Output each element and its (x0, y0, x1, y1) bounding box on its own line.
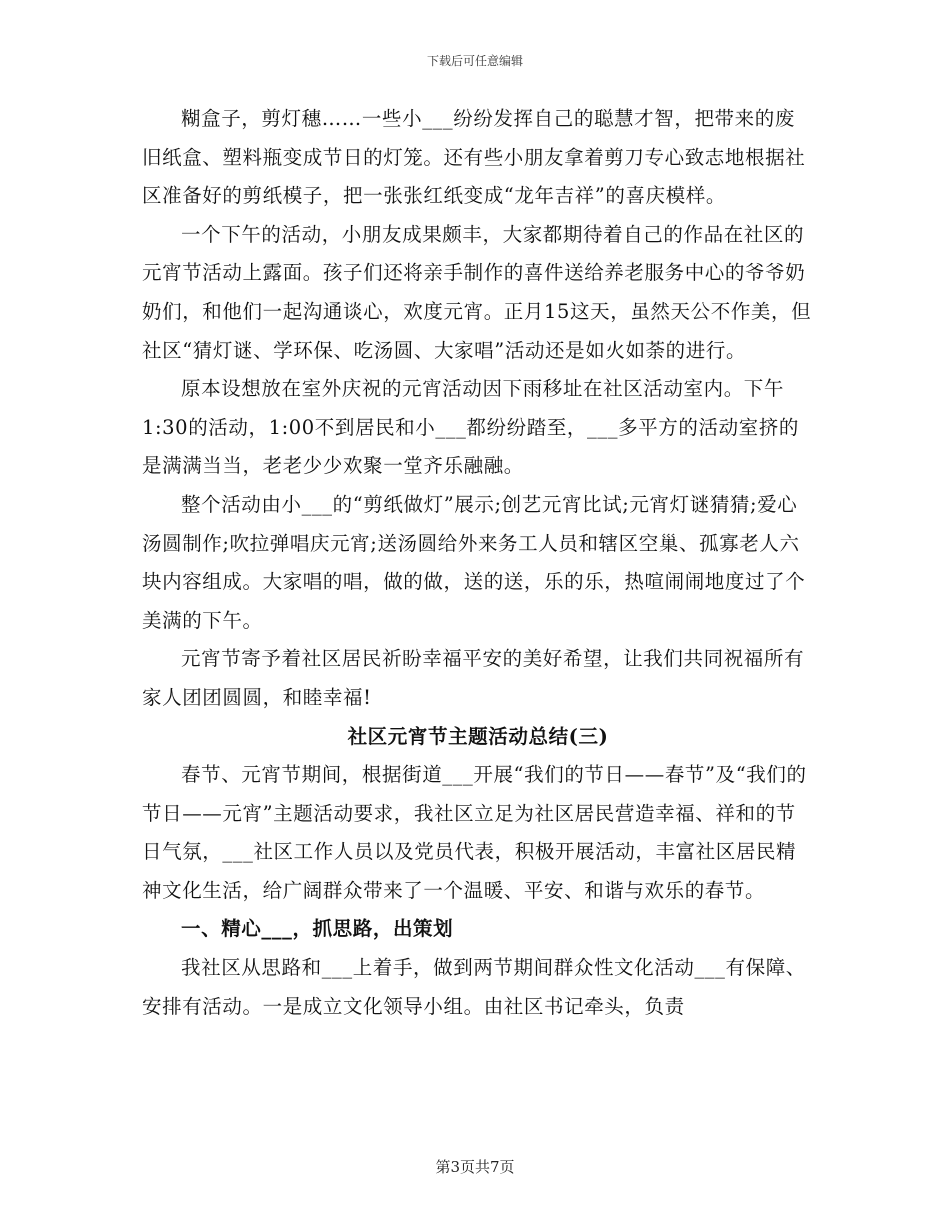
paragraph: 整个活动由小___的“剪纸做灯”展示;创艺元宵比试;元宵灯谜猜猜;爱心汤圆制作;吹拉弹唱庆元宵;送汤圆给外来务工人员和辖区空巢、孤寡老人六块内容组成。大家唱的唱，做的做，送的送，乐的乐，热喧闹闹地度过了个美满的下午。 (142, 492, 806, 632)
section-title: 社区元宵节主题活动总结(三) (347, 724, 609, 748)
paragraph: 一个下午的活动，小朋友成果颇丰，大家都期待着自己的作品在社区的元宵节活动上露面。孩子们还将亲手制作的喜件送给养老服务中心的爷爷奶奶们，和他们一起沟通谈心，欢度元宵。正月15这天，虽然天公不作美，但社区“猜灯谜、学环保、吃汤圆、大家唱”活动还是如火如荼的进行。 (142, 222, 812, 362)
paragraph: 原本设想放在室外庆祝的元宵活动因下雨移址在社区活动室内。下午1:30的活动，1:00不到居民和小___都纷纷踏至，___多平方的活动室挤的是满满当当，老老少少欢聚一堂齐乐融融。 (142, 377, 799, 478)
paragraph-continued: 糊盒子，剪灯穗……一些小___纷纷发挥自己的聪慧才智，把带来的废旧纸盒、塑料瓶变成节日的灯笼。还有些小朋友拿着剪刀专心致志地根据社区准备好的剪纸模子，把一张张红纸变成“龙年吉祥”的喜庆模样。 (142, 107, 806, 208)
paragraph: 元宵节寄予着社区居民祈盼幸福平安的美好希望，让我们共同祝福所有家人团团圆圆，和睦幸福! (142, 647, 805, 709)
paragraph: 春节、元宵节期间，根据街道___开展“我们的节日——春节”及“我们的节日——元宵”主题活动要求，我社区立足为社区居民营造幸福、祥和的节日气氛，___社区工作人员以及党员代表，积极开展活动，丰富社区居民精神文化生活，给广阔群众带来了一个温暖、平安、和谐与欢乐的春节。 (142, 763, 807, 902)
subheading: 一、精心___，抓思路，出策划 (181, 917, 454, 941)
paragraph: 我社区从思路和___上着手，做到两节期间群众性文化活动___有保障、安排有活动。一是成立文化领导小组。由社区书记牵头，负责 (142, 956, 806, 1018)
page-footer: 第3页共7页 (435, 1158, 515, 1176)
page-header: 下载后可任意编辑 (426, 54, 523, 68)
document-body (142, 100, 814, 1026)
